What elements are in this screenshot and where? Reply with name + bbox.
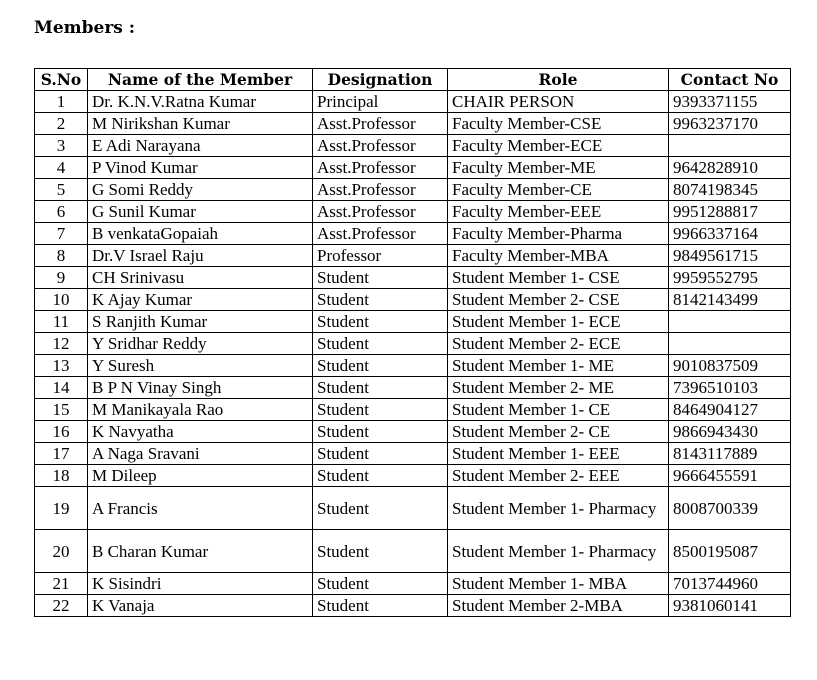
cell-contact [669, 333, 791, 355]
cell-contact: 8074198345 [669, 179, 791, 201]
cell-name: M Nirikshan Kumar [88, 113, 313, 135]
table-row [35, 465, 791, 487]
cell-sno: 13 [35, 355, 88, 377]
cell-sno: 14 [35, 377, 88, 399]
cell-sno: 18 [35, 465, 88, 487]
cell-name: K Sisindri [88, 573, 313, 595]
cell-sno: 10 [35, 289, 88, 311]
cell-designation: Asst.Professor [313, 135, 448, 157]
cell-role: Student Member 1- ECE [448, 311, 669, 333]
cell-sno: 5 [35, 179, 88, 201]
cell-designation: Student [313, 595, 448, 617]
cell-role: Faculty Member-CSE [448, 113, 669, 135]
cell-sno: 7 [35, 223, 88, 245]
cell-sno: 17 [35, 443, 88, 465]
cell-role: Faculty Member-EEE [448, 201, 669, 223]
header-name: Name of the Member [88, 69, 313, 91]
cell-role: Student Member 2- CSE [448, 289, 669, 311]
table-row [35, 443, 791, 465]
cell-designation: Student [313, 267, 448, 289]
cell-designation: Student [313, 487, 448, 530]
cell-name: P Vinod Kumar [88, 157, 313, 179]
cell-designation: Student [313, 311, 448, 333]
table-row [35, 245, 791, 267]
cell-name: K Vanaja [88, 595, 313, 617]
cell-name: B Charan Kumar [88, 530, 313, 573]
cell-designation: Principal [313, 91, 448, 113]
table-row [35, 91, 791, 113]
table-row [35, 355, 791, 377]
header-designation: Designation [313, 69, 448, 91]
cell-role: Student Member 1- Pharmacy [448, 530, 669, 573]
cell-sno: 19 [35, 487, 88, 530]
cell-name: K Navyatha [88, 421, 313, 443]
cell-role: Faculty Member-Pharma [448, 223, 669, 245]
table-row [35, 595, 791, 617]
cell-sno: 11 [35, 311, 88, 333]
cell-sno: 6 [35, 201, 88, 223]
table-row [35, 201, 791, 223]
cell-designation: Asst.Professor [313, 223, 448, 245]
cell-role: Student Member 1- CE [448, 399, 669, 421]
cell-designation: Asst.Professor [313, 179, 448, 201]
cell-name: Y Sridhar Reddy [88, 333, 313, 355]
cell-name: Dr.V Israel Raju [88, 245, 313, 267]
cell-role: Student Member 2- EEE [448, 465, 669, 487]
cell-name: Y Suresh [88, 355, 313, 377]
cell-name: CH Srinivasu [88, 267, 313, 289]
cell-name: A Francis [88, 487, 313, 530]
cell-designation: Student [313, 573, 448, 595]
cell-name: A Naga Sravani [88, 443, 313, 465]
cell-contact: 9959552795 [669, 267, 791, 289]
header-role: Role [448, 69, 669, 91]
table-row [35, 179, 791, 201]
cell-contact: 8142143499 [669, 289, 791, 311]
cell-designation: Professor [313, 245, 448, 267]
table-row [35, 113, 791, 135]
cell-designation: Student [313, 421, 448, 443]
cell-designation: Student [313, 443, 448, 465]
table-row [35, 333, 791, 355]
cell-role: Student Member 1- Pharmacy [448, 487, 669, 530]
table-header-row [35, 69, 791, 91]
cell-contact: 9966337164 [669, 223, 791, 245]
cell-contact: 9963237170 [669, 113, 791, 135]
table-row [35, 530, 791, 573]
cell-name: G Sunil Kumar [88, 201, 313, 223]
cell-contact: 8500195087 [669, 530, 791, 573]
cell-contact: 9642828910 [669, 157, 791, 179]
cell-contact: 9393371155 [669, 91, 791, 113]
cell-designation: Student [313, 289, 448, 311]
cell-contact: 8464904127 [669, 399, 791, 421]
cell-contact: 9866943430 [669, 421, 791, 443]
cell-designation: Asst.Professor [313, 113, 448, 135]
cell-contact [669, 135, 791, 157]
cell-name: M Dileep [88, 465, 313, 487]
cell-name: B P N Vinay Singh [88, 377, 313, 399]
table-row [35, 311, 791, 333]
cell-role: Faculty Member-ECE [448, 135, 669, 157]
cell-role: Student Member 2- ME [448, 377, 669, 399]
cell-sno: 9 [35, 267, 88, 289]
cell-contact: 7396510103 [669, 377, 791, 399]
header-contact: Contact No [669, 69, 791, 91]
cell-designation: Student [313, 333, 448, 355]
cell-role: CHAIR PERSON [448, 91, 669, 113]
cell-contact: 9010837509 [669, 355, 791, 377]
table-row [35, 399, 791, 421]
cell-sno: 20 [35, 530, 88, 573]
cell-contact: 7013744960 [669, 573, 791, 595]
cell-name: K Ajay Kumar [88, 289, 313, 311]
table-row [35, 421, 791, 443]
cell-sno: 21 [35, 573, 88, 595]
table-body [35, 91, 791, 617]
cell-designation: Student [313, 465, 448, 487]
cell-role: Student Member 1- CSE [448, 267, 669, 289]
table-row [35, 289, 791, 311]
cell-contact: 8143117889 [669, 443, 791, 465]
table-row [35, 573, 791, 595]
cell-contact: 8008700339 [669, 487, 791, 530]
cell-role: Student Member 2-MBA [448, 595, 669, 617]
cell-role: Student Member 1- MBA [448, 573, 669, 595]
cell-sno: 16 [35, 421, 88, 443]
table-row [35, 157, 791, 179]
cell-name: M Manikayala Rao [88, 399, 313, 421]
table-row [35, 267, 791, 289]
header-sno: S.No [35, 69, 88, 91]
section-heading: Members : [34, 18, 136, 38]
cell-role: Faculty Member-CE [448, 179, 669, 201]
cell-role: Student Member 2- ECE [448, 333, 669, 355]
cell-role: Student Member 2- CE [448, 421, 669, 443]
cell-sno: 3 [35, 135, 88, 157]
cell-sno: 8 [35, 245, 88, 267]
table-row [35, 223, 791, 245]
cell-designation: Student [313, 530, 448, 573]
cell-sno: 15 [35, 399, 88, 421]
cell-name: G Somi Reddy [88, 179, 313, 201]
cell-sno: 4 [35, 157, 88, 179]
cell-designation: Asst.Professor [313, 157, 448, 179]
cell-name: S Ranjith Kumar [88, 311, 313, 333]
cell-sno: 1 [35, 91, 88, 113]
table-row [35, 135, 791, 157]
cell-role: Faculty Member-ME [448, 157, 669, 179]
cell-sno: 12 [35, 333, 88, 355]
cell-sno: 22 [35, 595, 88, 617]
cell-name: B venkataGopaiah [88, 223, 313, 245]
cell-designation: Student [313, 355, 448, 377]
table-row [35, 377, 791, 399]
table-row [35, 487, 791, 530]
cell-designation: Student [313, 377, 448, 399]
cell-designation: Student [313, 399, 448, 421]
members-table [34, 68, 791, 617]
cell-contact: 9849561715 [669, 245, 791, 267]
cell-contact: 9381060141 [669, 595, 791, 617]
cell-sno: 2 [35, 113, 88, 135]
cell-contact [669, 311, 791, 333]
cell-role: Student Member 1- ME [448, 355, 669, 377]
cell-role: Student Member 1- EEE [448, 443, 669, 465]
cell-contact: 9951288817 [669, 201, 791, 223]
cell-contact: 9666455591 [669, 465, 791, 487]
cell-designation: Asst.Professor [313, 201, 448, 223]
cell-name: E Adi Narayana [88, 135, 313, 157]
cell-role: Faculty Member-MBA [448, 245, 669, 267]
cell-name: Dr. K.N.V.Ratna Kumar [88, 91, 313, 113]
